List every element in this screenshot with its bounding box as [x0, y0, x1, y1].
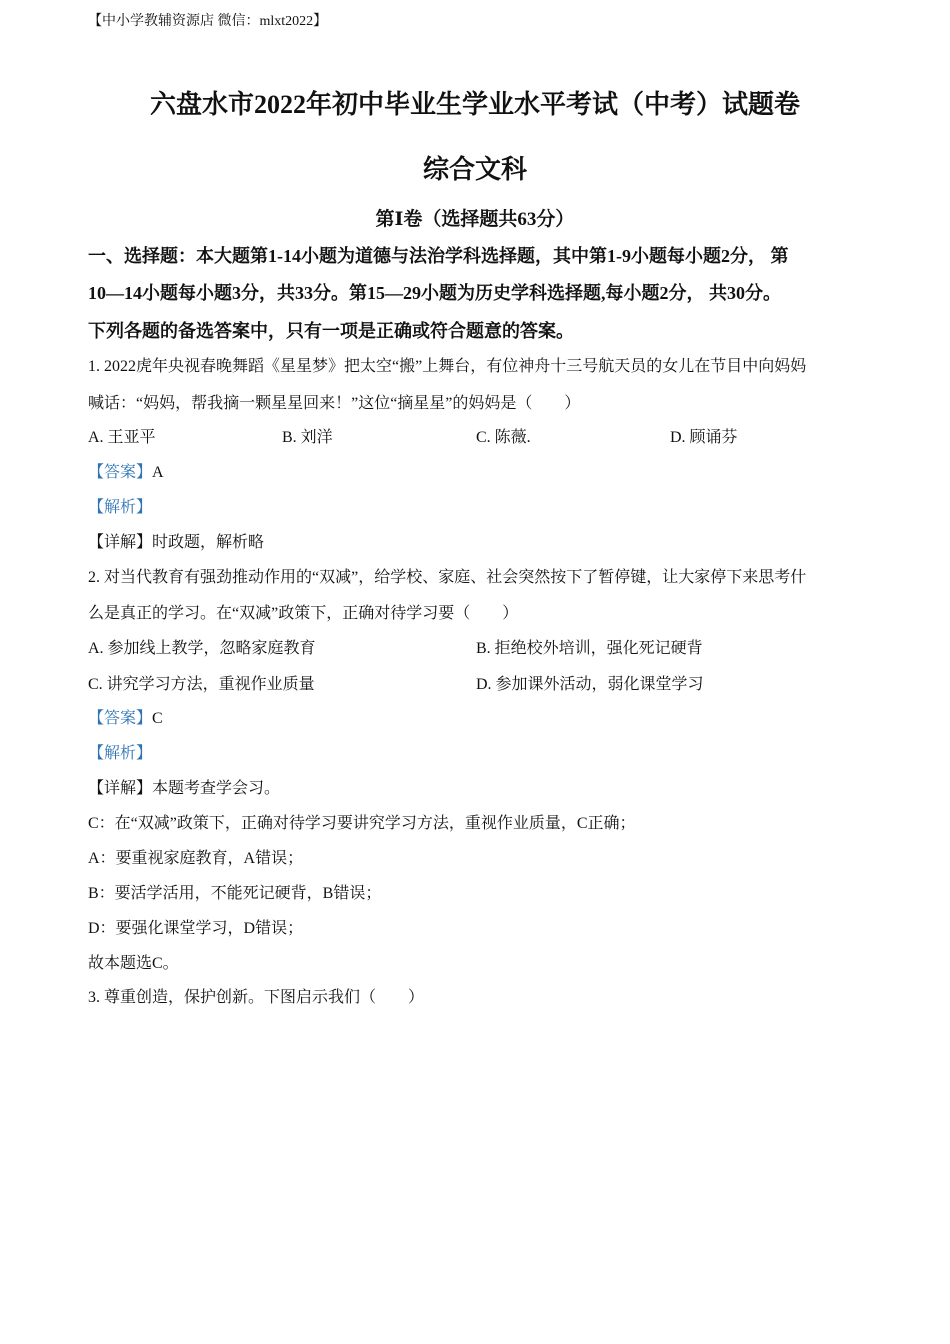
analysis-tag: 【解析】 [88, 499, 153, 516]
analysis-tag: 【解析】 [88, 745, 153, 762]
option-c: C. 陈薇. [476, 429, 531, 446]
question-stem-line: 1. 2022虎年央视春晚舞蹈《星星梦》把太空“搬”上舞台，有位神舟十三号航天员的女儿在节目中向妈妈 [88, 358, 807, 375]
instruction-line: 10—14小题每小题3分，共33分。第15—29小题为历史学科选择题,每小题2分， 共30分。 [88, 283, 781, 303]
part-title: 第Ⅰ卷（选择题共63分） [375, 209, 575, 230]
question-stem-line: 么是真正的学习。在“双减”政策下，正确对待学习要（ ） [88, 605, 519, 622]
explanation-line: A：要重视家庭教育，A错误； [88, 850, 304, 867]
detail-line [88, 779, 280, 799]
option-a: A. 王亚平 [88, 429, 156, 446]
option-d: D. 顾诵芬 [670, 429, 738, 446]
detail-text: 本题考查学会习。 [152, 780, 281, 797]
detail-tag: 【详解】 [88, 534, 153, 551]
exam-title: 六盘水市2022年初中毕业生学业水平考试（中考）试题卷 [149, 90, 800, 119]
answer-value: A [152, 464, 164, 481]
answer-line [88, 463, 164, 483]
explanation-line: C：在“双减”政策下，正确对待学习要讲究学习方法，重视作业质量，C正确； [88, 815, 636, 832]
detail-line [88, 533, 264, 553]
answer-tag: 【答案】 [88, 710, 153, 727]
instruction-line: 一、选择题：本大题第1-14小题为道德与法治学科选择题，其中第1-9小题每小题2分， 第 [88, 246, 789, 266]
answer-line [88, 709, 163, 729]
explanation-line: B：要活学活用，不能死记硬背，B错误； [88, 885, 382, 902]
question-stem-line: 喊话：“妈妈，帮我摘一颗星星回来！”这位“摘星星”的妈妈是（ ） [88, 395, 581, 412]
header-note: 【中小学教辅资源店 微信：mlxt2022】 [88, 14, 328, 29]
detail-tag: 【详解】 [88, 780, 153, 797]
explanation-line: 故本题选C。 [88, 955, 179, 972]
option-b: B. 刘洋 [282, 429, 333, 446]
option-c: C. 讲究学习方法，重视作业质量 [88, 676, 315, 693]
exam-subtitle: 综合文科 [422, 155, 527, 184]
instruction-line: 下列各题的备选答案中，只有一项是正确或符合题意的答案。 [88, 321, 574, 341]
detail-text: 时政题，解析略 [152, 534, 265, 551]
option-d: D. 参加课外活动，弱化课堂学习 [476, 676, 704, 693]
answer-value: C [152, 710, 163, 727]
question-stem-line: 3. 尊重创造，保护创新。下图启示我们（ ） [88, 989, 425, 1006]
explanation-line: D：要强化课堂学习，D错误； [88, 920, 304, 937]
answer-tag: 【答案】 [88, 464, 153, 481]
option-b: B. 拒绝校外培训，强化死记硬背 [476, 640, 703, 657]
option-a: A. 参加线上教学，忽略家庭教育 [88, 640, 316, 657]
question-stem-line: 2. 对当代教育有强劲推动作用的“双减”，给学校、家庭、社会突然按下了暂停键，让大家停下来思考什 [88, 569, 807, 586]
